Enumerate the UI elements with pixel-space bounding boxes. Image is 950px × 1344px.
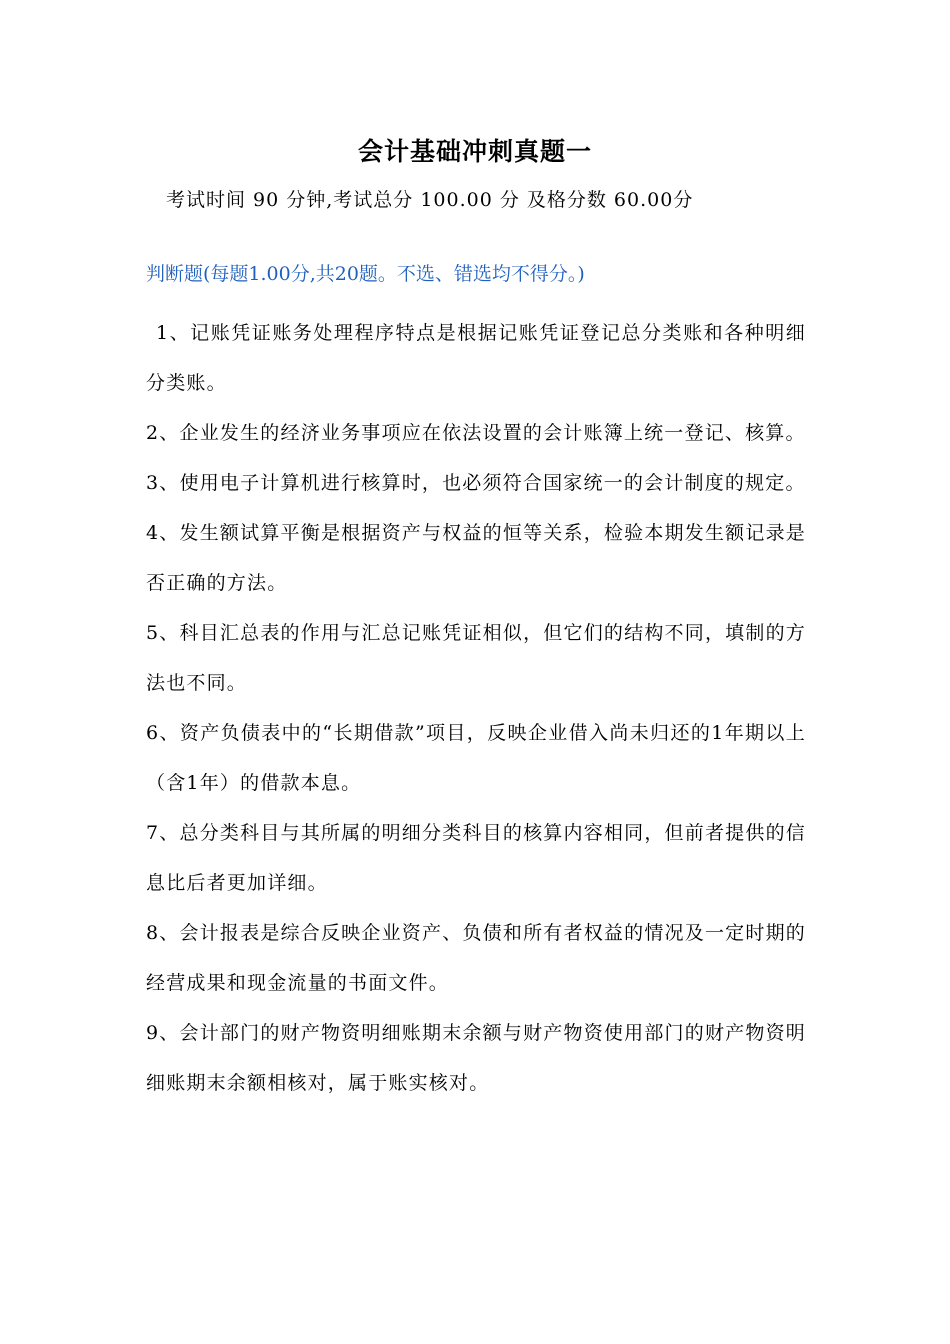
question-item: 5、科目汇总表的作用与汇总记账凭证相似，但它们的结构不同，填制的方法也不同。 <box>146 622 806 694</box>
question-list <box>146 308 806 1108</box>
question-item: 1、记账凭证账务处理程序特点是根据记账凭证登记总分类账和各种明细分类账。 <box>146 322 806 394</box>
question-item: 9、会计部门的财产物资明细账期末余额与财产物资使用部门的财产物资明细账期末余额相核对，属于账实核对。 <box>146 1022 806 1094</box>
question-item: 3、使用电子计算机进行核算时，也必须符合国家统一的会计制度的规定。 <box>146 472 806 494</box>
section-heading: 判断题(每题1.00分,共20题。不选、错选均不得分。) <box>146 263 585 285</box>
question-item: 4、发生额试算平衡是根据资产与权益的恒等关系，检验本期发生额记录是否正确的方法。 <box>146 522 806 594</box>
question-item: 7、总分类科目与其所属的明细分类科目的核算内容相同，但前者提供的信息比后者更加详细。 <box>146 822 806 894</box>
exam-info: 考试时间 90 分钟,考试总分 100.00 分 及格分数 60.00分 <box>166 189 694 211</box>
page-title: 会计基础冲刺真题一 <box>357 137 592 166</box>
question-item: 8、会计报表是综合反映企业资产、负债和所有者权益的情况及一定时期的经营成果和现金流量的书面文件。 <box>146 922 806 994</box>
question-item: 2、企业发生的经济业务事项应在依法设置的会计账簿上统一登记、核算。 <box>146 422 806 444</box>
question-item: 6、资产负债表中的“长期借款”项目，反映企业借入尚未归还的1年期以上（含1年）的借款本息。 <box>146 722 806 794</box>
